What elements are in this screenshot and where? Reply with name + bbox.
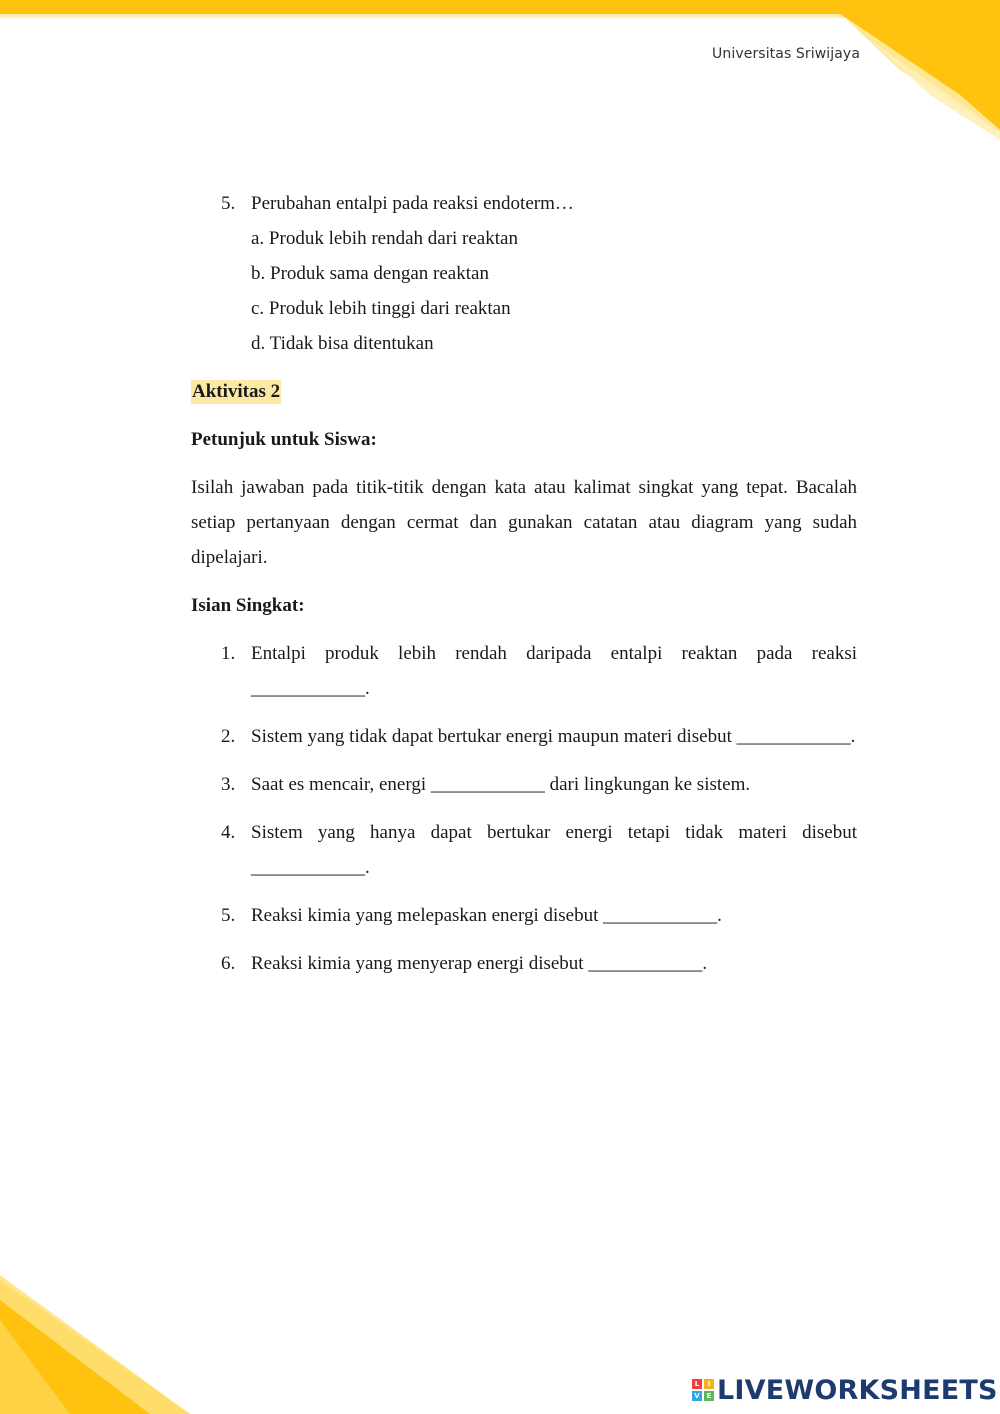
answer-blank[interactable]: ____________ [251,857,365,878]
fill-item-number: 3. [221,774,236,795]
fill-in-list [191,636,857,981]
fill-item-text: Saat es mencair, energi [251,774,431,795]
question-5 [191,186,857,221]
logo-letter: I [704,1379,714,1389]
fill-item-text: Reaksi kimia yang melepaskan energi disebut [251,905,604,926]
fill-item-suffix: . [365,678,370,699]
fill-item-number: 2. [221,726,236,747]
fill-item-4 [191,815,857,885]
question-5-number: 5. [221,193,236,214]
activity-title: Aktivitas 2 [192,381,281,402]
answer-blank[interactable]: ____________ [603,905,718,926]
fill-item-suffix: . [365,857,370,878]
fill-item-5 [191,898,857,933]
fill-item-suffix: . [850,726,856,747]
logo-letter: L [692,1379,702,1389]
worksheet-content [191,186,857,994]
fill-item-suffix: dari lingkungan ke sistem. [544,774,751,795]
answer-blank[interactable]: ____________ [430,774,545,795]
option-a: a. Produk lebih rendah dari reaktan [251,228,518,249]
fill-item-number: 5. [221,905,236,926]
option-b: b. Produk sama dengan reaktan [251,263,489,284]
answer-blank[interactable]: ____________ [736,726,851,747]
instructions-heading: Petunjuk untuk Siswa: [191,429,377,450]
fill-item-suffix: . [702,953,708,974]
fill-item-text: Sistem yang tidak dapat bertukar energi maupun materi disebut [251,726,737,747]
fill-item-6 [191,946,857,981]
fill-item-suffix: . [717,905,722,926]
fill-item-text: Sistem yang hanya dapat bertukar energi tetapi tidak materi disebut [251,822,857,843]
fill-item-1 [191,636,857,706]
logo-text: LIVEWORKSHEETS [717,1374,998,1406]
question-5-options [191,221,857,361]
answer-blank[interactable]: ____________ [588,953,703,974]
logo-grid-icon [692,1379,714,1401]
header-institution: Universitas Sriwijaya [712,46,860,62]
liveworksheets-logo[interactable] [692,1374,998,1406]
logo-letter: E [704,1391,714,1401]
option-d: d. Tidak bisa ditentukan [251,333,434,354]
fill-item-2 [191,719,857,754]
instructions-text: Isilah jawaban pada titik-titik dengan kata atau kalimat singkat yang tepat. Bacalah setiap pertanyaan dengan cermat dan gunakan catatan atau diagram yang sudah dipelajari. [191,477,857,568]
answer-blank[interactable]: ____________ [251,678,365,699]
question-5-text: Perubahan entalpi pada reaksi endoterm… [251,193,574,214]
fill-item-text: Reaksi kimia yang menyerap energi disebut [251,953,589,974]
section-heading: Isian Singkat: [191,595,305,616]
fill-item-number: 6. [221,953,236,974]
fill-item-number: 4. [221,822,236,843]
top-band [0,0,1000,14]
option-c: c. Produk lebih tinggi dari reaktan [251,298,511,319]
fill-item-3 [191,767,857,802]
fill-item-number: 1. [221,643,236,664]
fill-item-text: Entalpi produk lebih rendah daripada entalpi reaktan pada reaksi [251,643,857,664]
logo-letter: V [692,1391,702,1401]
